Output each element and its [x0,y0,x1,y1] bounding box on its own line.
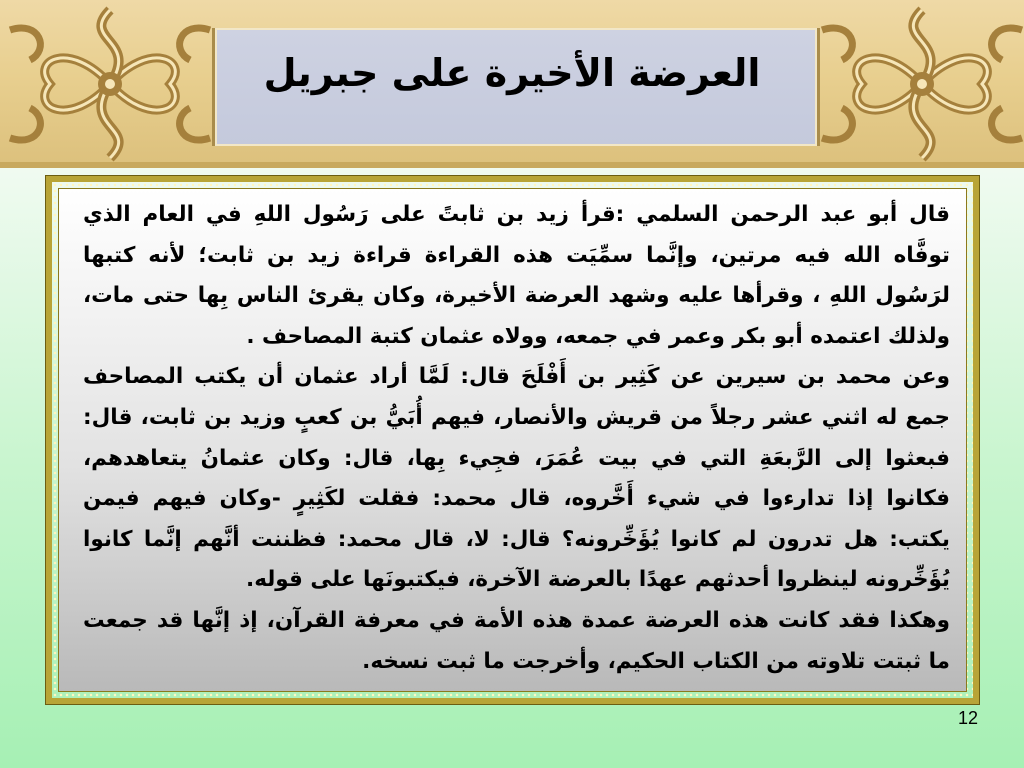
body-text [83,195,950,682]
slide-title: العرضة الأخيرة على جبريل [263,51,761,95]
text-frame [45,175,980,705]
header-banner [0,0,1024,168]
paragraph: قال أبو عبد الرحمن السلمي :قرأ زيد بن ثابتً على رَسُول اللهِ في العام الذي توفَّاه الله فيه مرتين، وإنَّما سمِّيَت هذه القراءة قراءة زيد بن ثابت؛ لأنه كتبها لرَسُول اللهِ ، وقرأها عليه وشهد العرضة الأخيرة، وكان يقرئ الناس بِها حتى مات، ولذلك اعتمده أبو بكر وعمر في جمعه، وولاه عثمان كتبة المصاحف . [83,202,950,349]
slide-number: 12 [957,708,978,728]
paragraph: وهكذا فقد كانت هذه العرضة عمدة هذه الأمة في معرفة القرآن، إذ إنَّها قد جمعت ما ثبتت تلاوته من الكتاب الحكيم، وأخرجت ما ثبت نسخه. [83,607,950,674]
paragraph: وعن محمد بن سيرين عن كَثِير بن أَفْلَحَ قال: لَمَّا أراد عثمان أن يكتب المصاحف جمع له اثني عشر رجلاً من قريش والأنصار، فيهم أُبَيُّ بن كعبٍ وزيد بن ثابت، قال: فبعثوا إلى الرَّبعَةِ التي في بيت عُمَرَ، فجِيء بِها، قال: وكان عثمانُ يتعاهدهم، فكانوا إذا تدارءوا في شيء أَخَّروه، قال محمد: فقلت لكَثِيرٍ -وكان فيهم فيمن يكتب: هل تدرون لم كانوا يُؤَخِّرونه؟ قال: لا، قال محمد: فظننت أنَّهم إنَّما كانوا يُؤَخِّرونه لينظروا أحدثهم عهدًا بالعرضة الآخرة، فيكتبونَها على قوله. [83,364,950,593]
text-frame-inner [58,188,967,692]
